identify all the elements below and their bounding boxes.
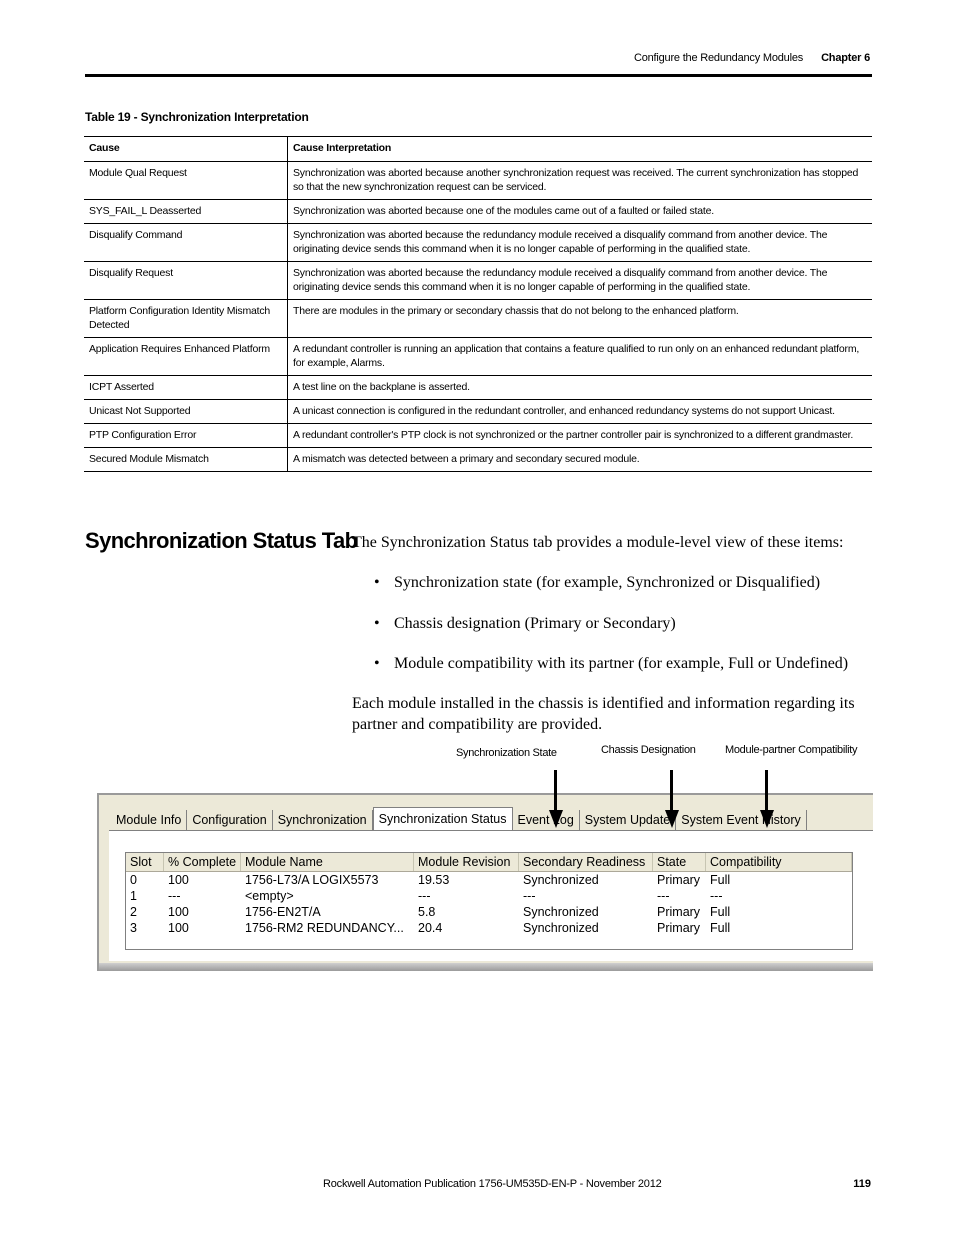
- interpretation-cell: A redundant controller's PTP clock is not synchronized or the partner controller pair is synchronized to a different grandmaster.: [288, 424, 873, 448]
- tab-bar: [111, 807, 807, 831]
- grid-row[interactable]: [126, 872, 852, 888]
- cause-cell: Application Requires Enhanced Platform: [84, 338, 288, 376]
- interpretation-cell: Synchronization was aborted because one of the modules came out of a faulted or failed state.: [288, 200, 873, 224]
- table-row: [84, 162, 872, 200]
- grid-column-header[interactable]: Module Name: [241, 853, 414, 871]
- arrow-shaft: [765, 770, 768, 812]
- software-screenshot: [97, 793, 873, 971]
- status-grid: [125, 852, 853, 950]
- grid-cell: 0: [130, 873, 137, 887]
- grid-cell: 100: [168, 873, 189, 887]
- cause-cell: ICPT Asserted: [84, 376, 288, 400]
- tab-system-update[interactable]: System Update: [580, 810, 676, 831]
- tab-event-log[interactable]: Event Log: [513, 810, 580, 831]
- grid-cell: 1: [130, 889, 137, 903]
- table-row: [84, 262, 872, 300]
- grid-cell: 2: [130, 905, 137, 919]
- arrow-shaft: [554, 770, 557, 812]
- table-row: [84, 200, 872, 224]
- grid-cell: Full: [710, 921, 731, 935]
- table-row: [84, 448, 872, 472]
- grid-cell: 1756-L73/A LOGIX5573: [245, 873, 379, 887]
- cause-cell: Platform Configuration Identity Mismatch Detected: [84, 300, 288, 338]
- cause-cell: Disqualify Request: [84, 262, 288, 300]
- column-header-interpretation: Cause Interpretation: [288, 137, 873, 162]
- interpretation-cell: Synchronization was aborted because another synchronization request was received. The current synchronization has stopped so that the new synchronization request can be serviced.: [288, 162, 873, 200]
- cause-cell: Secured Module Mismatch: [84, 448, 288, 472]
- interpretation-cell: A unicast connection is configured in the redundant controller, and enhanced redundancy systems do not support Unicast.: [288, 400, 873, 424]
- header-chapter: Chapter 6: [821, 52, 870, 64]
- tab-configuration[interactable]: Configuration: [187, 810, 272, 831]
- interpretation-cell: There are modules in the primary or secondary chassis that do not belong to the enhanced platform.: [288, 300, 873, 338]
- grid-cell: 1756-EN2T/A: [245, 905, 321, 919]
- table-row: [84, 400, 872, 424]
- callout-synchronization-state: Synchronization State: [456, 747, 557, 759]
- cause-cell: Unicast Not Supported: [84, 400, 288, 424]
- table-row: [84, 376, 872, 400]
- cause-cell: PTP Configuration Error: [84, 424, 288, 448]
- callout-module-partner-compatibility: Module-partner Compatibility: [725, 744, 858, 756]
- table-caption: Table 19 - Synchronization Interpretation: [85, 110, 309, 124]
- grid-row[interactable]: [126, 904, 852, 920]
- tab-module-info[interactable]: Module Info: [111, 810, 187, 831]
- tab-synchronization-status[interactable]: Synchronization Status: [373, 807, 513, 833]
- grid-column-header[interactable]: Module Revision: [414, 853, 519, 871]
- arrow-down-icon: [549, 810, 563, 828]
- grid-column-header[interactable]: Secondary Readiness: [519, 853, 653, 871]
- grid-cell: 20.4: [418, 921, 443, 935]
- grid-cell: Full: [710, 905, 731, 919]
- cause-cell: Module Qual Request: [84, 162, 288, 200]
- grid-cell: 100: [168, 921, 189, 935]
- section-title: Synchronization Status Tab: [85, 528, 358, 553]
- grid-column-header[interactable]: State: [653, 853, 706, 871]
- grid-cell: Primary: [657, 921, 701, 935]
- grid-cell: Full: [710, 873, 731, 887]
- table-row: [84, 424, 872, 448]
- interpretation-cell: A mismatch was detected between a primary and secondary secured module.: [288, 448, 873, 472]
- grid-cell: ---: [657, 889, 670, 903]
- header-section: Configure the Redundancy Modules: [633, 52, 804, 64]
- grid-cell: ---: [168, 889, 181, 903]
- grid-column-header[interactable]: Compatibility: [706, 853, 852, 871]
- grid-cell: 1756-RM2 REDUNDANCY...: [245, 921, 404, 935]
- footer-publication: Rockwell Automation Publication 1756-UM535D-EN-P - November 2012: [323, 1178, 662, 1190]
- cause-cell: Disqualify Command: [84, 224, 288, 262]
- cause-cell: SYS_FAIL_L Deasserted: [84, 200, 288, 224]
- callout-chassis-designation: Chassis Designation: [601, 744, 696, 756]
- arrow-down-icon: [665, 810, 679, 828]
- interpretation-cell: A test line on the backplane is asserted.: [288, 376, 873, 400]
- grid-cell: <empty>: [245, 889, 294, 903]
- grid-header: [126, 853, 852, 872]
- interpretation-cell: A redundant controller is running an application that contains a feature qualified to run only on an enhanced redundant platform, for example, Alarms.: [288, 338, 873, 376]
- grid-cell: 19.53: [418, 873, 450, 887]
- arrow-shaft: [670, 770, 673, 812]
- table-row: [84, 300, 872, 338]
- tab-system-event-history[interactable]: System Event History: [676, 810, 806, 831]
- grid-cell: Synchronized: [523, 873, 599, 887]
- grid-cell: ---: [523, 889, 536, 903]
- list-item: • Module compatibility with its partner (for example, Full or Undefined): [352, 653, 848, 694]
- grid-cell: 3: [130, 921, 137, 935]
- arrow-down-icon: [760, 810, 774, 828]
- grid-row[interactable]: [126, 888, 852, 904]
- synchronization-interpretation-table: [84, 136, 872, 472]
- grid-cell: Primary: [657, 905, 701, 919]
- table-row: [84, 224, 872, 262]
- tab-synchronization[interactable]: Synchronization: [273, 810, 373, 831]
- grid-cell: Synchronized: [523, 921, 599, 935]
- list-item: • Synchronization state (for example, Synchronized or Disqualified): [352, 572, 848, 613]
- list-item: • Chassis designation (Primary or Secondary): [352, 613, 848, 654]
- interpretation-cell: Synchronization was aborted because the redundancy module received a disqualify command from another device. The originating device sends this command when it is no longer capable of performing in the qualified state.: [288, 262, 873, 300]
- interpretation-cell: Synchronization was aborted because the redundancy module received a disqualify command from another device. The originating device sends this command when it is no longer capable of performing in the qualified state.: [288, 224, 873, 262]
- running-header: [634, 52, 870, 64]
- grid-row[interactable]: [126, 920, 852, 936]
- grid-cell: ---: [418, 889, 431, 903]
- table-row: [84, 338, 872, 376]
- bullet-list: [352, 572, 848, 694]
- header-rule: [85, 74, 872, 77]
- grid-cell: ---: [710, 889, 723, 903]
- page-number: 119: [853, 1178, 871, 1190]
- grid-column-header[interactable]: Slot: [126, 853, 164, 871]
- screenshot-shadow: [99, 963, 873, 971]
- intro-text: The Synchronization Status tab provides a module-level view of these items:: [352, 534, 844, 551]
- grid-column-header[interactable]: % Complete: [164, 853, 241, 871]
- grid-cell: Primary: [657, 873, 701, 887]
- body-paragraph: Each module installed in the chassis is identified and information regarding its partner and compatibility are provided.: [352, 695, 855, 733]
- grid-cell: 5.8: [418, 905, 436, 919]
- column-header-cause: Cause: [84, 137, 288, 162]
- grid-cell: Synchronized: [523, 905, 599, 919]
- grid-cell: 100: [168, 905, 189, 919]
